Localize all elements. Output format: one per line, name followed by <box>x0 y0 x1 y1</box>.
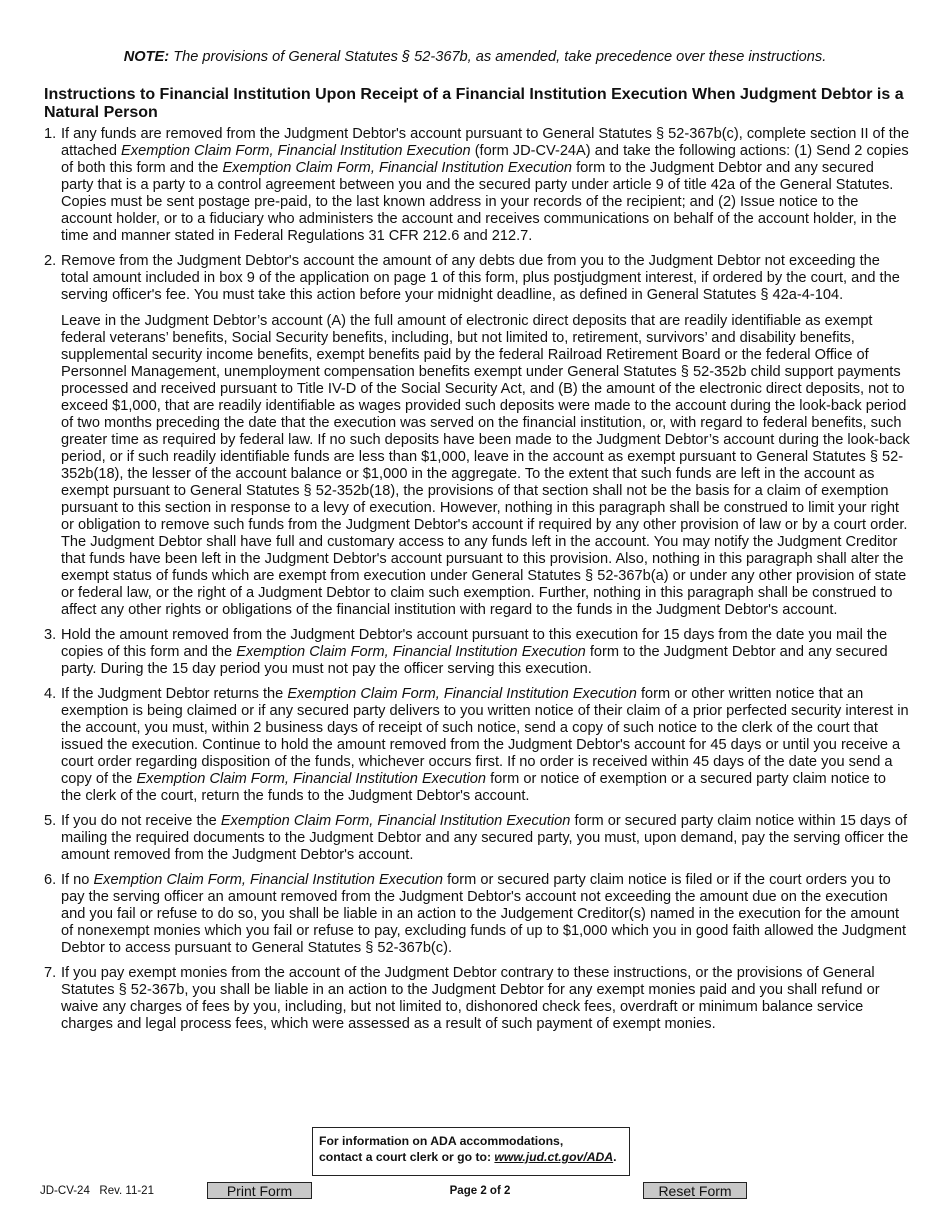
instruction-number: 5. <box>44 813 57 829</box>
instruction-number: 6. <box>44 872 57 888</box>
instruction-text-segment: form to the Judgment Debtor and any secured party that is a party to a control agreement between you and the secured party under article 9 of title 42a of the General Statutes. Copies must be sent postage pre-paid, to the last known address in your records of the recipient; and (2) Issue notice to the account holder, or to a fiduciary who administers the account and receives communications on behalf of the account holder, in the time and manner stated in Federal Regulations 31 CFR 212.6 and 212.7. <box>61 160 897 244</box>
instruction-text-segment: form or secured party claim notice within 15 days of mailing the required documents to the Judgment Debtor and any secured party, you must, upon demand, pay the serving officer the amount removed from the Judgment Debtor's account. <box>61 813 909 863</box>
instruction-number: 4. <box>44 686 57 702</box>
form-title-reference: Exemption Claim Form, Financial Institution Execution <box>136 771 487 787</box>
ada-line-2-text: contact a court clerk or go to: <box>319 1150 495 1164</box>
ada-info-box <box>312 1127 630 1176</box>
instruction-item <box>44 965 910 1033</box>
instruction-text-segment: Remove from the Judgment Debtor's account the amount of any debts due from you to the Judgment Debtor not exceeding the total amount included in box 9 of the application on page 1 of this form, plus postjudgment interest, if ordered by the court, and the serving officer's fee. You must take this action before your midnight deadline, as defined in General Statutes § 42a-4-104. <box>61 253 900 303</box>
instruction-text <box>61 126 910 245</box>
instruction-text <box>61 686 910 805</box>
instruction-item <box>44 126 910 245</box>
precedence-note <box>0 49 950 65</box>
reset-form-button[interactable]: Reset Form <box>643 1182 747 1199</box>
instruction-item <box>44 813 910 864</box>
instruction-item <box>44 627 910 678</box>
form-title-reference: Exemption Claim Form, Financial Institution Execution <box>121 143 471 159</box>
instruction-text-segment: If you do not receive the <box>61 813 221 829</box>
note-text: The provisions of General Statutes § 52-367b, as amended, take precedence over these instructions. <box>169 49 827 65</box>
form-title-reference: Exemption Claim Form, Financial Institution Execution <box>220 813 571 829</box>
ada-period: . <box>613 1150 617 1164</box>
instruction-item <box>44 872 910 957</box>
instruction-text <box>61 813 910 864</box>
instruction-text-segment: form or other written notice that an exemption is being claimed or if any secured party delivers to you written notice of their claim of a prior perfected security interest in the account, you must, within 2 business days of receipt of such notice, send a copy of such notice to the clerk of the court that issued the execution. Continue to hold the amount removed from the Judgment Debtor's account for 45 days or until you receive a court order regarding disposition of the funds, whichever occurs first. If no order is received within 45 days of the date you send a copy of the <box>61 686 909 787</box>
form-title-reference: Exemption Claim Form, Financial Institution Execution <box>236 644 586 660</box>
form-title-reference: Exemption Claim Form, Financial Institution Execution <box>93 872 444 888</box>
instruction-item <box>44 253 910 619</box>
instruction-number: 1. <box>44 126 57 142</box>
instruction-number: 3. <box>44 627 57 643</box>
instruction-text <box>61 253 910 304</box>
form-id: JD-CV-24 Rev. 11-21 <box>40 1185 154 1197</box>
form-title-reference: Exemption Claim Form, Financial Institution Execution <box>287 686 637 702</box>
instruction-text-segment: form or notice of exemption or a secured party claim notice to the clerk of the court, return the funds to the Judgment Debtor's account. <box>61 771 886 804</box>
instruction-text-segment: (form JD-CV-24A) and take the following actions: (1) Send 2 copies of both this form and the <box>61 143 909 176</box>
instruction-item <box>44 686 910 805</box>
ada-line-1: For information on ADA accommodations, <box>319 1134 564 1148</box>
instruction-text-segment: If the Judgment Debtor returns the <box>61 686 288 702</box>
instruction-text-segment: Hold the amount removed from the Judgment Debtor's account pursuant to this execution for 15 days from the date you mail the copies of this form and the <box>61 627 888 660</box>
instruction-text-segment: If no <box>61 872 94 888</box>
instruction-text-segment: form to the Judgment Debtor and any secured party. During the 15 day period you must not pay the officer serving this execution. <box>61 644 888 677</box>
instruction-text <box>61 965 910 1033</box>
instruction-text <box>61 627 910 678</box>
ada-line-2 <box>319 1149 629 1165</box>
instructions-heading: Instructions to Financial Institution Upon Receipt of a Financial Institution Execution When Judgment Debtor is a Natural Person <box>44 86 904 121</box>
instructions-list <box>44 126 910 1041</box>
instruction-text-segment: If any funds are removed from the Judgment Debtor's account pursuant to General Statutes § 52-367b(c), complete section II of the attached <box>61 126 910 159</box>
instruction-number: 2. <box>44 253 57 269</box>
instruction-text <box>61 872 910 957</box>
form-title-reference: Exemption Claim Form, Financial Institution Execution <box>222 160 573 176</box>
instruction-text-segment: If you pay exempt monies from the account of the Judgment Debtor contrary to these instructions, or the provisions of General Statutes § 52-367b, you shall be liable in an action to the Judgment Debtor for any exempt monies paid and you shall refund or waive any charges of fees by you, including, but not limited to, dishonored check fees, overdraft or minimum balance service charges and legal process fees, which were assessed as a result of such payment of exempt monies. <box>61 965 880 1032</box>
instruction-text-segment: form or secured party claim notice is filed or if the court orders you to pay the serving officer an amount removed from the Judgment Debtor's account not exceeding the amount due on the execution and you fail or refuse to do so, you shall be liable in an action to the Judgement Creditor(s) named in the execution for the amount of nonexempt monies which you fail or refuse to pay, excluding funds of up to $1,000 which you in good faith allowed the Judgment Debtor to access pursuant to General Statutes § 52-367b(c). <box>61 872 907 956</box>
ada-link[interactable]: www.jud.ct.gov/ADA <box>494 1150 614 1164</box>
print-form-button[interactable]: Print Form <box>207 1182 312 1199</box>
instruction-number: 7. <box>44 965 57 981</box>
instruction-subparagraph: Leave in the Judgment Debtor’s account (A) the full amount of electronic direct deposits that are readily identifiable as exempt federal veterans’ benefits, Social Security benefits, including, but not limited to, retirement, survivors’ and disability benefits, supplemental security income benefits, exempt benefits paid by the federal Railroad Retirement Board or the federal Office of Personnel Management, unemployment compensation benefits exempt under General Statutes § 52-352b child support payments processed and received pursuant to Title IV-D of the Social Security Act, and (B) the amount of the electronic direct deposits, not to exceed $1,000, that are readily identifiable as wages provided such deposits were made to the account during the look-back period of two months preceding the date that the execution was served on the financial institution, or, with regard to federal benefits, such greater time as required by federal law. If no such deposits have been made to the Judgment Debtor’s account during the look-back period, or if such readily identifiable funds are less than $1,000, leave in the account as exempt pursuant to General Statutes § 52-352b(18), the lesser of the account balance or $1,000 in the aggregate. To the extent that such funds are left in the account as exempt pursuant to General Statutes § 52-352b(18), the provisions of that section shall not be the basis for a claim of exemption pursuant to this section in response to a levy of execution. However, nothing in this paragraph shall be construed to limit your right or obligation to remove such funds from the Judgment Debtor's account if required by any other provision of law or by a court order. The Judgment Debtor shall have full and customary access to any funds left in the account. You may notify the Judgment Creditor that funds have been left in the Judgment Debtor's account pursuant to this provision. Also, nothing in this paragraph shall alter the exempt status of funds which are exempt from execution under General Statutes § 52-367b(a) or under any other provision of state or federal law, or the right of a Judgment Debtor to claim such exemption. Further, nothing in this paragraph shall be construed to affect any other rights or obligations of the financial institution with regard to the funds in the Judgment Debtor's account. <box>61 313 910 618</box>
note-label: NOTE: <box>123 49 170 65</box>
page-number: Page 2 of 2 <box>449 1185 511 1197</box>
